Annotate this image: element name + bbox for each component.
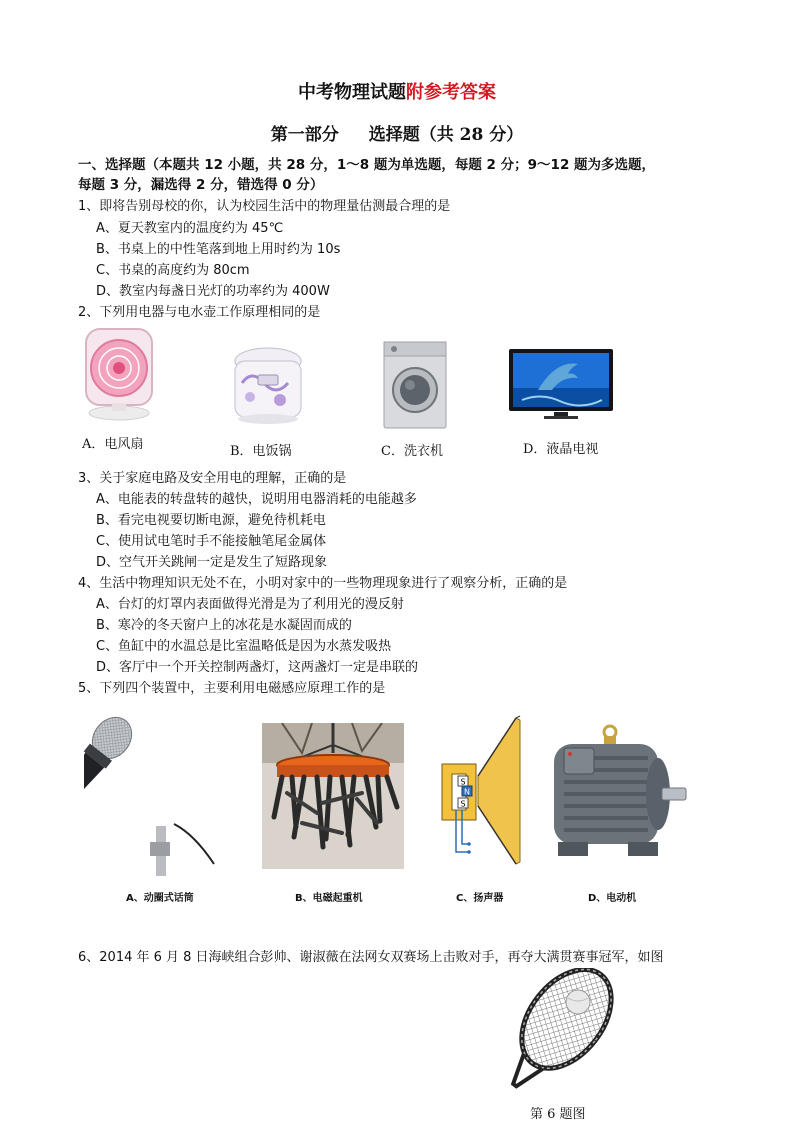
q4-option-b: B、寒冷的冬天窗户上的冰花是水凝固而成的	[96, 618, 352, 633]
part-title	[0, 120, 794, 145]
q6-figure-caption: 第 6 题图	[530, 1107, 586, 1122]
q4-option-d: D、客厅中一个开关控制两盏灯，这两盏灯一定是串联的	[96, 660, 419, 675]
q6-stem: 6、2014 年 6 月 8 日海峡组合彭帅、谢淑薇在法网女双赛场上击败对手，再夺大满贯赛事冠军，如图	[78, 950, 664, 965]
q3-stem: 3、关于家庭电路及安全用电的理解，正确的是	[78, 471, 347, 486]
tennis-racket-image	[500, 968, 646, 1104]
q5-caption-c: C、扬声器	[456, 893, 504, 904]
q5-caption-a: A、动圈式话筒	[126, 893, 194, 904]
dynamic-microphone-image	[84, 714, 234, 878]
q1-option-a: A、夏天教室内的温度约为 45℃	[96, 221, 284, 236]
washing-machine-image	[382, 340, 448, 432]
q4-option-c: C、鱼缸中的水温总是比室温略低是因为水蒸发吸热	[96, 639, 392, 654]
section-line-1: 一、选择题（本题共 12 小题，共 28 分，1～8 题为单选题，每题 2 分；9～12 题为多选题，	[78, 157, 656, 173]
title-answer-note: 附参考答案	[406, 82, 496, 103]
electromagnetic-crane-image	[262, 723, 404, 869]
page-title	[0, 78, 794, 104]
q3-option-c: C、使用试电笔时手不能接触笔尾金属体	[96, 534, 327, 549]
speaker-label-s-top: S	[460, 777, 466, 787]
q3-option-a: A、电能表的转盘转的越快，说明用电器消耗的电能越多	[96, 492, 417, 507]
q5-caption-d: D、电动机	[588, 893, 637, 904]
q4-stem: 4、生活中物理知识无处不在，小明对家中的一些物理现象进行了观察分析，正确的是	[78, 576, 568, 591]
q1-option-d: D、教室内每盏日光灯的功率约为 400W	[96, 284, 330, 299]
electric-motor-image	[544, 724, 690, 866]
q2-stem: 2、下列用电器与电水壶工作原理相同的是	[78, 305, 321, 320]
q5-caption-b: B、电磁起重机	[295, 893, 363, 904]
q1-stem: 1、即将告别母校的你，认为校园生活中的物理量估测最合理的是	[78, 199, 451, 214]
q3-option-b: B、看完电视要切断电源，避免待机耗电	[96, 513, 326, 528]
q2-caption-d: D．液晶电视	[523, 442, 599, 457]
q2-caption-a: A．电风扇	[82, 437, 144, 452]
lcd-tv-image	[508, 348, 614, 420]
q1-option-c: C、书桌的高度约为 80cm	[96, 263, 250, 278]
q2-caption-c: C．洗衣机	[381, 444, 443, 459]
q5-stem: 5、下列四个装置中，主要利用电磁感应原理工作的是	[78, 681, 386, 696]
q2-caption-b: B．电饭锅	[230, 444, 292, 459]
part-title-a: 第一部分	[270, 125, 339, 145]
speaker-label-s-bottom: S	[460, 799, 466, 809]
q3-option-d: D、空气开关跳闸一定是发生了短路现象	[96, 555, 328, 570]
speaker-label-n: N	[464, 787, 470, 797]
section-line-2: 每题 3 分，漏选得 2 分，错选得 0 分）	[78, 177, 324, 193]
q4-option-a: A、台灯的灯罩内表面做得光滑是为了利用光的漫反射	[96, 597, 404, 612]
q1-option-b: B、书桌上的中性笔落到地上用时约为 10s	[96, 242, 341, 257]
electric-fan-image	[80, 325, 160, 425]
section-heading	[78, 155, 718, 195]
rice-cooker-image	[228, 345, 308, 427]
part-title-b: 选择题（共 28 分）	[368, 125, 524, 145]
loudspeaker-diagram	[438, 714, 524, 868]
title-main: 中考物理试题	[298, 82, 406, 103]
